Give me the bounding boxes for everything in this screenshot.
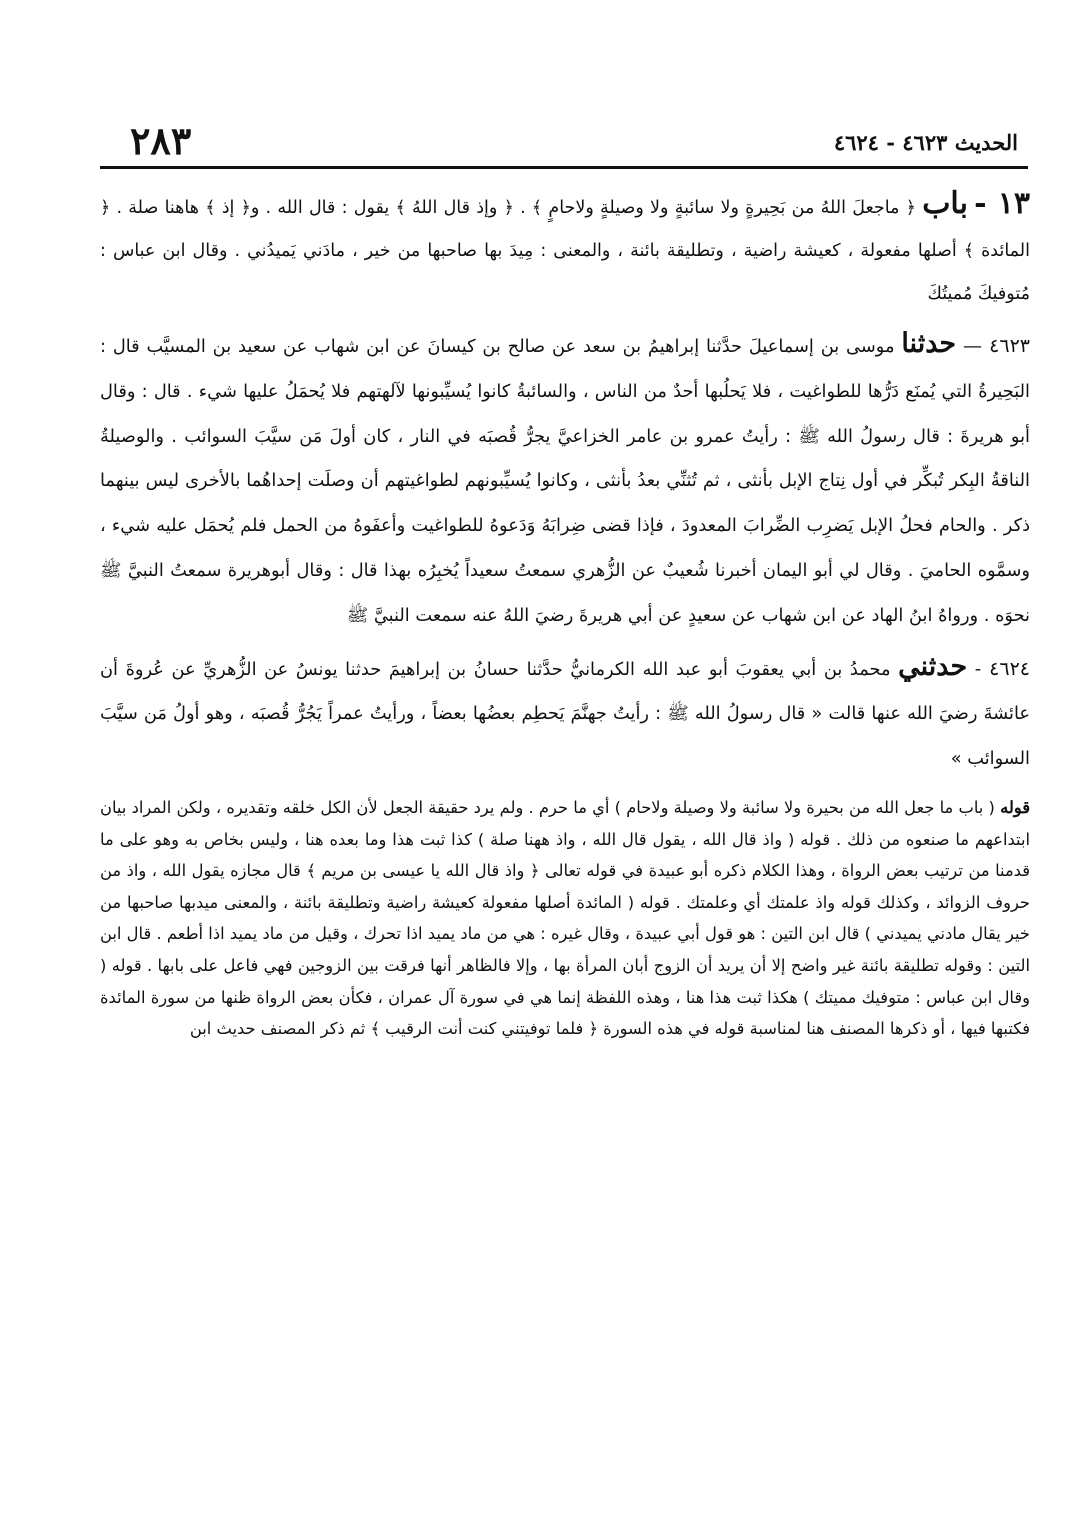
main-text [100, 182, 1030, 1045]
hadith-number: ٤٦٢٤ - [974, 657, 1030, 680]
hadith-number: ٤٦٢٣ — [962, 335, 1030, 357]
chapter-heading [100, 182, 1030, 316]
hadith-4623 [100, 322, 1030, 639]
running-title: الحديث ٤٦٢٣ - ٤٦٢٤ [833, 130, 1018, 155]
page-number: ٢٨٣ [130, 118, 192, 163]
hadith-text: موسى بن إسماعيلَ حدَّثنا إبراهيمُ بن سعد عن صالح بن كيسانَ عن ابن شهاب عن سعيد بن المسيَّب قال : البَحِيرةُ التي يُمنَع دَرُّها للطواغيت ، فلا يَحلُبها أحدٌ من الناس ، والسائبةُ كانوا يُسيِّبونها لآلهتهم فلا يُحمَلُ عليها شيء . قال : وقال أبو هريرةَ : قال رسولُ الله ﷺ : رأيتُ عمرو بن عامر الخزاعيَّ يجرُّ قُصبَه في النار ، كان أولَ مَن سيَّبَ السوائب . والوصيلةُ الناقةُ البِكر تُبكِّر في أول نِتاج الإبل بأنثى ، ثم تُثنِّي بعدُ بأنثى ، وكانوا يُسيِّبونهم لطواغيتهم أن وصلَت إحداهُما بالأخرى ليس بينهما ذكر . والحام فحلُ الإبل يَضرِب الضِّرابَ المعدودَ ، فإذا قضى ضِرابَهُ وَدَعوهُ للطواغيت وأعفَوهُ من الحمل فلم يُحمَل عليه شيء ، وسمَّوه الحاميَ . وقال لي أبو اليمان أخبرنا شُعيبٌ عن الزُّهري سمعتُ سعيداً يُخبِرُه بهذا قال : وقال أبوهريرة سمعتُ النبيَّ ﷺ نحوَه . ورواهُ ابنُ الهاد عن ابن شهاب عن سعيدٍ عن أبي هريرةَ رضيَ اللهُ عنه سمعت النبيَّ ﷺ [100, 336, 1030, 626]
commentary-text: ( باب ما جعل الله من بحيرة ولا سائبة ولا وصيلة ولاحام ) أي ما حرم . ولم يرد حقيقة الجعل لأن الكل خلقه وتقديره ، ولكن المراد بيان ابتداعهم ما صنعوه من ذلك . قوله ( واذ قال الله ، يقول قال الله ، واذ ههنا صلة ) كذا ثبت هذا وما بعده هنا ، وليس بخاص به وهو على ما قدمنا من ترتيب بعض الرواة ، وهذا الكلام ذكره أبو عبيدة في قوله تعالى ﴿ واذ قال الله يا عيسى بن مريم ﴾ قال مجازه يقول الله ، واذ من حروف الزوائد ، وكذلك قوله واذ علمتك أي وعلمتك . قوله ( المائدة أصلها مفعولة كعيشة راضية وتطليقة بائنة ، والمعنى ميدبها صاحبها من خير يقال مادني يميدني ) قال ابن التين : هو قول أبي عبيدة ، وقال غيره : هي من ماد يميد اذا تحرك ، وقيل من ماد يميد اذا أطعم . قال ابن التين : وقوله تطليقة بائنة غير واضح إلا أن يريد أن الزوج أبان المرأة بها ، وإلا فالظاهر أنها فرقت بين الزوجين فهي فاعل على بابها . قوله ( وقال ابن عباس : متوفيك مميتك ) هكذا ثبت هذا هنا ، وهذه اللفظة إنما هي في سورة آل عمران ، فكأن بعض الرواة ظنها من سورة المائدة فكتبها فيها ، أو ذكرها المصنف هنا لمناسبة قوله في هذه السورة ﴿ فلما توفيتني كنت أنت الرقيب ﴾ ثم ذكر المصنف حديث ابن [100, 797, 1030, 1039]
commentary [100, 792, 1030, 1045]
hadith-text: محمدُ بن أبي يعقوبَ أبو عبد الله الكرمانيُّ حدَّثنا حسانُ بن إبراهيمَ حدثنا يونسُ عن الزُّهريِّ عن عُروةَ أن عائشةَ رضيَ الله عنها قالت « قال رسولُ الله ﷺ : رأيتُ جهنَّمَ يَحطِم بعضُها بعضاً ، ورأيتُ عمراً يَجُرُّ قُصبَه ، وهو أولُ مَن سيَّبَ السوائب » [100, 658, 1030, 770]
chapter-bab-word: باب [922, 186, 968, 221]
hadith-opening-word: حدثني [898, 650, 968, 682]
hadith-4624 [100, 645, 1030, 782]
page-header [100, 118, 1030, 168]
commentary-qawluhu: قوله [1000, 797, 1030, 817]
header-rule [100, 166, 1028, 169]
chapter-text: ﴿ ماجعلَ اللهُ من بَحِيرةٍ ولا سائبةٍ ولا وصيلةٍ ولاحامٍ ﴾ . ﴿ وإذ قال اللهُ ﴾ يقول : قال الله . و﴿ إذ ﴾ هاهنا صلة . ﴿ المائدة ﴾ أصلها مفعولة ، كعيشة راضية ، وتطليقة بائنة ، والمعنى : مِيدَ بها صاحبها من خير ، مادَني يَميدُني . وقال ابن عباس : مُتوفيكَ مُميتُكَ [100, 198, 1030, 304]
hadith-opening-word: حدثنا [901, 328, 957, 359]
chapter-number: ١٣ - [974, 186, 1030, 221]
